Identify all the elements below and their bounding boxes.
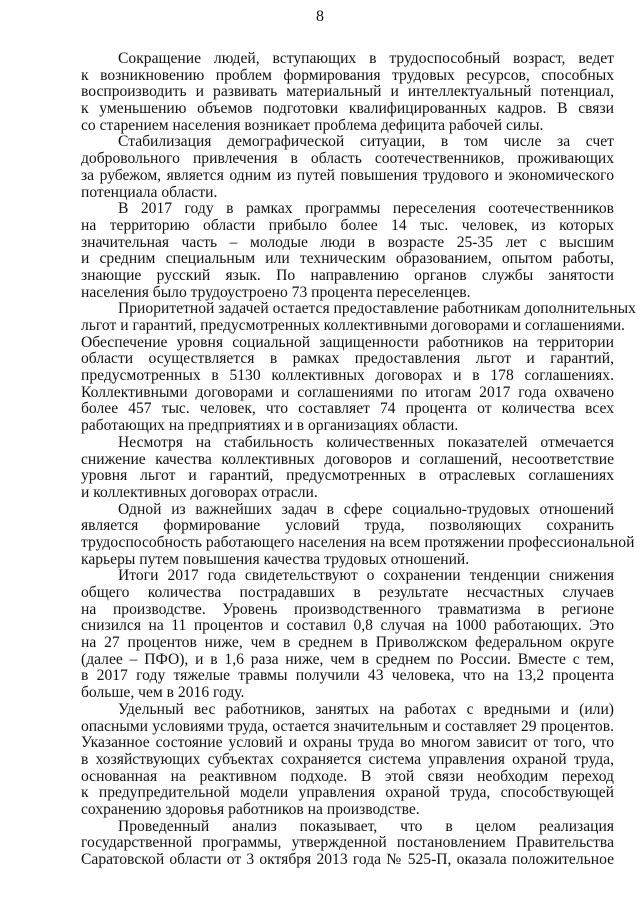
text-line: Проведенный анализ показывает, что в целом реализация (118, 817, 614, 835)
text-line: области осуществляется в рамках предоставления льгот и гарантий, (81, 350, 614, 368)
text-line: сохранению здоровья работников на производстве. (81, 800, 420, 818)
text-line: и коллективных договорах отрасли. (81, 483, 318, 501)
text-line: общего количества пострадавших в результате несчастных случаев (81, 584, 614, 601)
text-line: Указанное состояние условий и охраны труда во многом зависит от того, что (81, 734, 614, 752)
text-line: добровольного привлечения в область соотечественников, проживающих (81, 150, 614, 168)
text-line: значительная часть – молодые люди в возрасте 25-35 лет с высшим (81, 233, 614, 251)
text-line: (далее – ПФО), и в 1,6 раза ниже, чем в среднем по России. Вместе с тем, (81, 650, 614, 668)
text-line: больше, чем в 2016 году. (81, 684, 245, 702)
text-line: Обеспечение уровня социальной защищенности работников на территории (81, 333, 614, 351)
text-line: населения было трудоустроено 73 процента переселенцев. (81, 283, 471, 301)
paragraph (81, 134, 614, 201)
text-line: воспроизводить и развивать материальный и интеллектуальный потенциал, (81, 83, 614, 101)
text-line: в хозяйствующих субъектах сохраняется система управления охраной труда, (81, 750, 614, 768)
paragraph (81, 201, 614, 301)
text-line: более 457 тыс. человек, что составляет 74 процента от количества всех (81, 400, 614, 418)
text-line: Приоритетной задачей остается предоставление работникам дополнительных (118, 300, 636, 318)
text-line: предусмотренных в 5130 коллективных договорах и в 178 соглашениях. (81, 367, 614, 385)
text-line: Стабилизация демографической ситуации, в том числе за счет (118, 133, 614, 151)
text-line: на территорию области прибыло более 14 тыс. человек, из которых (81, 216, 614, 234)
text-line: Несмотря на стабильность количественных показателей отмечается (118, 433, 614, 451)
paragraph (81, 500, 635, 569)
text-line: снижение качества коллективных договоров и соглашений, несоответствие (81, 450, 614, 468)
paragraph (81, 51, 614, 134)
text-line: к уменьшению объемов подготовки квалифицированных кадров. В связи (81, 100, 614, 118)
text-line: Итоги 2017 года свидетельствуют о сохранении тенденции снижения (118, 567, 614, 585)
text-line: В 2017 году в рамках программы переселения соотечественников (118, 200, 614, 218)
text-line: основанная на реактивном подходе. В этой связи необходим переход (81, 767, 614, 785)
text-line: государственной программы, утвержденной постановлением Правительства (81, 834, 614, 852)
text-line: трудоспособность работающего населения на всем протяжении профессиональной (81, 533, 635, 551)
text-line: и средним специальным или техническим образованием, опытом работы, (81, 250, 614, 268)
text-line: к предупредительной модели управления охраной труда, способствующей (81, 784, 614, 802)
text-line: льгот и гарантий, предусмотренных коллективными договорами и соглашениями. (81, 317, 625, 334)
text-line: со старением населения возникает проблема дефицита рабочей силы. (81, 116, 544, 134)
text-line: на производстве. Уровень производственного травматизма в регионе (81, 600, 614, 618)
text-line: уровня льгот и гарантий, предусмотренных в отраслевых соглашениях (81, 467, 614, 485)
text-line: знающие русский язык. По направлению органов службы занятости (81, 266, 614, 284)
text-line: Одной из важнейших задач в сфере социально-трудовых отношений (118, 500, 614, 518)
text-line: потенциала области. (81, 183, 218, 201)
paragraph (81, 435, 614, 502)
text-line: Саратовской области от 3 октября 2013 года № 525-П, оказала положительное (81, 851, 614, 868)
document-body (81, 50, 636, 869)
text-line: к возникновению проблем формирования трудовых ресурсов, способных (81, 66, 614, 84)
text-line: опасными условиями труда, остается значительным и составляет 29 процентов. (81, 717, 614, 735)
text-line: за рубежом, является одним из путей повышения трудового и экономического (81, 166, 614, 184)
text-line: Сокращение людей, вступающих в трудоспособный возраст, ведет (118, 50, 614, 67)
paragraph (81, 702, 614, 819)
paragraph (81, 568, 614, 702)
text-line: является формирование условий труда, позволяющих сохранить (81, 517, 614, 535)
text-line: в 2017 году тяжелые травмы получили 43 человека, что на 13,2 процента (81, 667, 614, 685)
paragraph (81, 300, 636, 435)
page-number: 8 (316, 8, 324, 25)
text-line: снизился на 11 процентов и составил 0,8 случая на 1000 работающих. Это (81, 617, 614, 635)
text-line: Коллективными договорами и соглашениями по итогам 2017 года охвачено (81, 383, 614, 401)
text-line: Удельный вес работников, занятых на работах с вредными и (или) (118, 700, 614, 718)
text-line: на 27 процентов ниже, чем в среднем в Приволжском федеральном округе (81, 634, 614, 652)
paragraph (81, 819, 614, 869)
text-line: работающих на предприятиях и в организациях области. (81, 417, 459, 435)
text-line: карьеры путем повышения качества трудовых отношений. (81, 550, 470, 568)
